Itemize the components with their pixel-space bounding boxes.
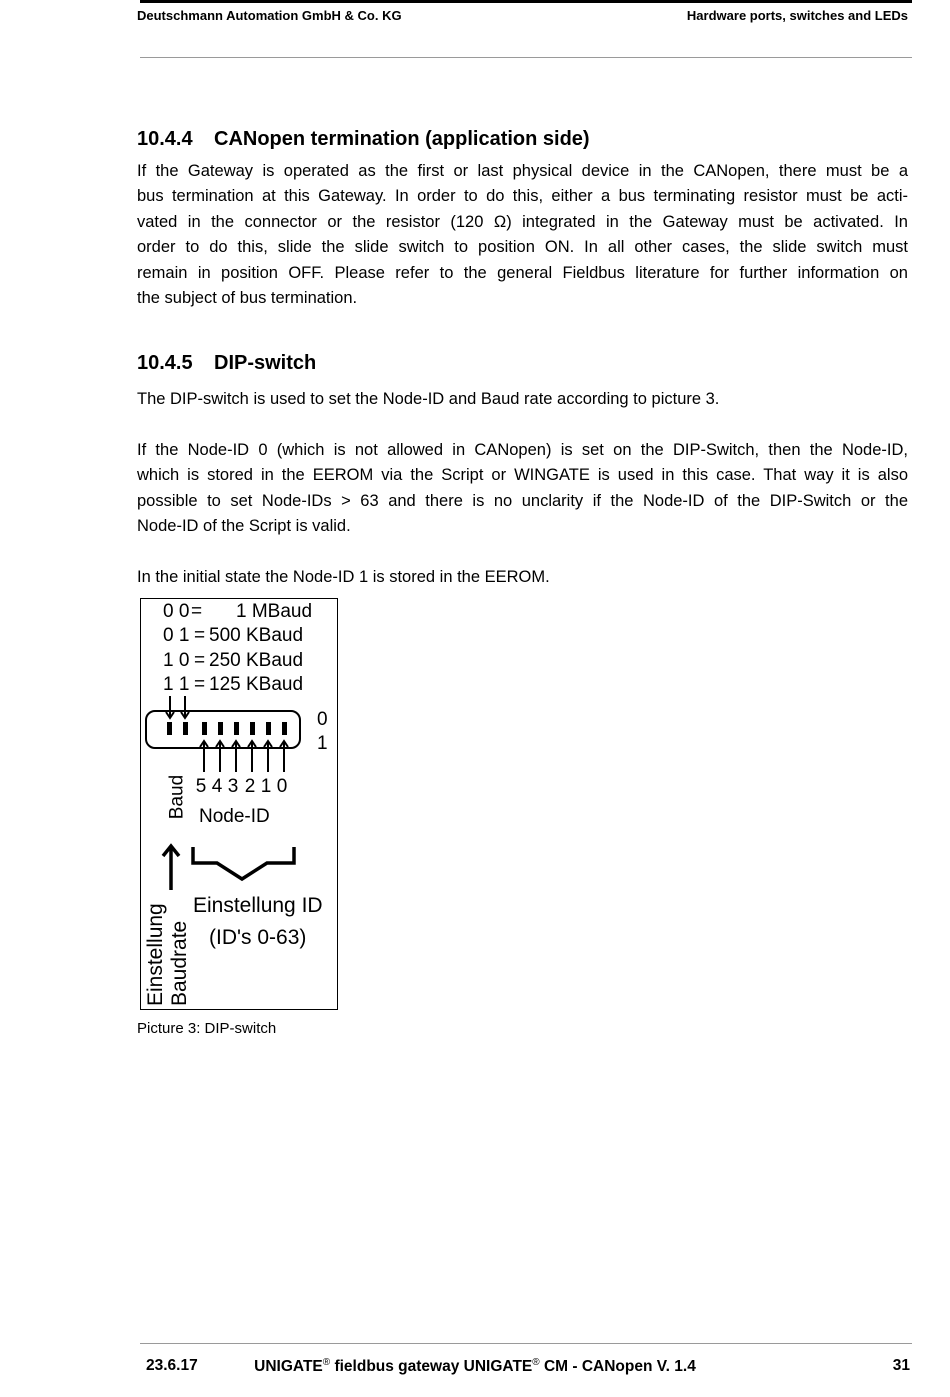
arrow-up-icon xyxy=(264,741,272,772)
arrow-down-icon xyxy=(166,696,174,718)
footer-page-number: 31 xyxy=(892,1357,910,1374)
dip-switch-levers xyxy=(167,722,287,735)
dip-lever xyxy=(218,722,223,735)
section-heading-termination xyxy=(137,128,590,151)
arrow-down-icon xyxy=(181,696,189,718)
dip-lever xyxy=(167,722,172,735)
bit-label: 3 xyxy=(227,776,239,797)
einstellung-vertical-label: Einstellung xyxy=(144,903,167,1006)
node-id-up-arrows xyxy=(200,741,288,772)
text-line: Node-ID of the Script is valid. xyxy=(137,517,351,536)
footer-date: 23.6.17 xyxy=(146,1357,198,1374)
arrow-up-icon xyxy=(200,741,208,772)
header-chapter: Hardware ports, switches and LEDs xyxy=(686,8,908,23)
section-title: DIP-switch xyxy=(214,352,317,374)
dip-lever xyxy=(266,722,271,735)
dip-lever xyxy=(250,722,255,735)
node-id-bits xyxy=(196,776,288,797)
id-range-label: (ID's 0-63) xyxy=(209,926,307,949)
text-line: vated in the connector or the resistor (120 Ω) integrated in the Gateway must be activated. In xyxy=(137,212,908,231)
baud-code: 0 0 xyxy=(163,601,190,622)
bit-label: 4 xyxy=(211,776,223,797)
dip-lever xyxy=(202,722,207,735)
footer-product-a: UNIGATE xyxy=(254,1358,323,1376)
arrow-up-icon xyxy=(280,741,288,772)
bit-label: 0 xyxy=(276,776,288,797)
baud-eq: = xyxy=(194,650,206,671)
text-line: If the Node-ID 0 (which is not allowed in CANopen) is set on the DIP-Switch, then the Node-ID, xyxy=(137,441,908,459)
baud-code: 1 1 xyxy=(163,674,190,695)
section-number: 10.4.5 xyxy=(137,352,193,374)
registered-mark: ® xyxy=(322,1357,331,1368)
bit-label: 1 xyxy=(260,776,272,797)
baud-eq: = xyxy=(194,674,206,695)
id-bracket xyxy=(193,847,294,879)
header-top-rule xyxy=(140,0,912,3)
baudrate-vertical-label: Baudrate xyxy=(168,920,191,1006)
text-line: possible to set Node-IDs > 63 and there is no unclarity if the Node-ID of the DIP-Switch or the xyxy=(137,491,908,510)
baud-down-arrows xyxy=(166,696,189,718)
node-id-label: Node-ID xyxy=(199,806,270,827)
arrow-up-icon xyxy=(232,741,240,772)
baud-code: 0 1 xyxy=(163,625,190,646)
switch-state-0: 0 xyxy=(317,709,328,730)
dip-intro-paragraph: The DIP-switch is used to set the Node-ID and Baud rate according to picture 3. xyxy=(137,390,720,408)
footer-product-b: fieldbus gateway UNIGATE xyxy=(334,1358,533,1376)
baud-eq: = xyxy=(194,625,206,646)
arrow-up-icon xyxy=(216,741,224,772)
baud-value: 1 MBaud xyxy=(236,601,313,622)
dip-switch-diagram xyxy=(140,598,338,1010)
text-line: bus termination at this Gateway. In order to do this, either a bus terminating resistor must be acti- xyxy=(137,187,908,206)
text-line: order to do this, slide the slide switch to position ON. In all other cases, the slide switch must xyxy=(137,238,908,257)
footer-product-c: CM - CANopen V. 1.4 xyxy=(543,1358,696,1376)
figure-caption: Picture 3: DIP-switch xyxy=(137,1020,277,1037)
baud-code: 1 0 xyxy=(163,650,190,671)
arrow-up-icon xyxy=(163,846,179,890)
einstellung-id-label: Einstellung ID xyxy=(193,894,323,917)
footer-rule xyxy=(140,1343,912,1344)
section-number: 10.4.4 xyxy=(137,128,193,150)
dip-lever xyxy=(234,722,239,735)
baud-table xyxy=(163,601,312,695)
section-heading-dip xyxy=(137,352,316,375)
baud-eq: = xyxy=(191,601,203,622)
footer-title xyxy=(0,1357,950,1376)
node-id-paragraph xyxy=(137,438,908,540)
registered-mark: ® xyxy=(532,1357,540,1368)
baud-value: 500 KBaud xyxy=(209,625,304,646)
baud-value: 250 KBaud xyxy=(209,650,304,671)
bit-label: 5 xyxy=(195,776,207,797)
bit-label: 2 xyxy=(244,776,256,797)
initial-state-paragraph: In the initial state the Node-ID 1 is stored in the EEROM. xyxy=(137,568,550,586)
header-rule xyxy=(140,57,912,58)
arrow-up-icon xyxy=(248,741,256,772)
text-line: which is stored in the EEROM via the Script or WINGATE is used in this case. That way it is also xyxy=(137,466,908,485)
baud-value: 125 KBaud xyxy=(209,674,304,695)
termination-paragraph xyxy=(137,159,908,311)
text-line: the subject of bus termination. xyxy=(137,289,358,308)
section-title: CANopen termination (application side) xyxy=(214,128,590,150)
switch-state-1: 1 xyxy=(317,733,328,754)
text-line: If the Gateway is operated as the first or last physical device in the CANopen, there must be a xyxy=(137,162,908,180)
baud-vertical-label: Baud xyxy=(166,774,188,820)
text-line: remain in position OFF. Please refer to the general Fieldbus literature for further information on xyxy=(137,263,908,282)
dip-lever xyxy=(282,722,287,735)
dip-switch-figure xyxy=(140,598,338,1010)
dip-lever xyxy=(183,722,188,735)
header-company: Deutschmann Automation GmbH & Co. KG xyxy=(137,8,402,23)
